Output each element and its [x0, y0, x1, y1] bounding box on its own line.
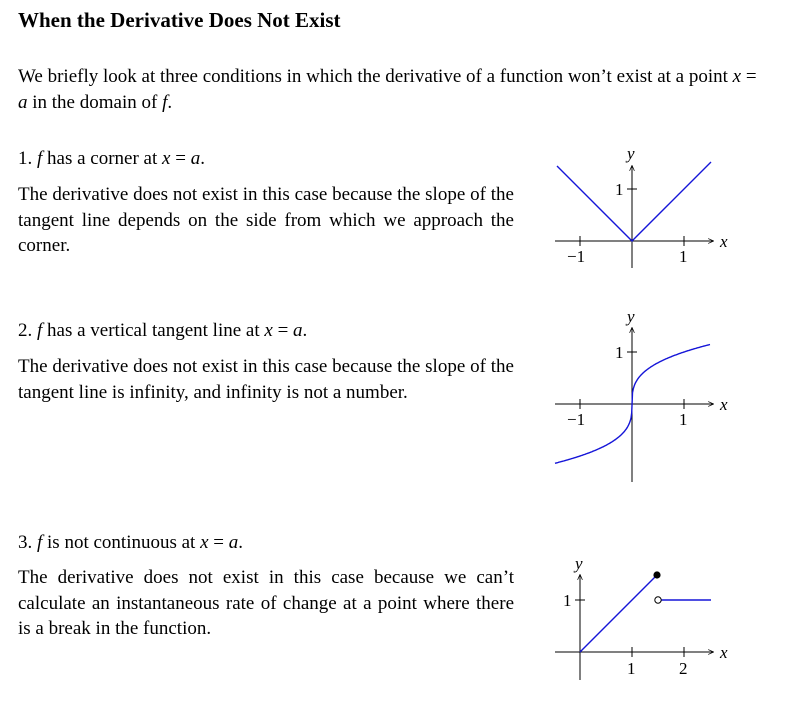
intro-text-3: .: [167, 92, 173, 113]
item-1-equals: =: [170, 148, 191, 169]
item-1-var-x: x: [162, 148, 171, 169]
graph-2-ytick-label-1: 1: [615, 343, 624, 362]
graph-1-y-label: y: [627, 144, 635, 163]
graph-2-x-label: x: [720, 395, 728, 414]
item-1-heading: [18, 148, 205, 170]
intro-var-x: x: [732, 66, 742, 87]
item-3-number: 3.: [18, 532, 33, 553]
item-3-var-f: f: [37, 532, 43, 553]
item-1-var-a: a: [190, 148, 201, 169]
graph-3-tick-label-2: 2: [679, 659, 688, 678]
item-2-end: .: [302, 320, 308, 341]
graph-1-curve: [557, 162, 711, 241]
graph-2-tick-label-pos1: 1: [679, 410, 688, 429]
graph-3-closed-dot: [653, 571, 660, 578]
item-3-description: The derivative does not exist in this case because we can’t calculate an instantaneous rate of change at a point where there is a break in the function.: [18, 567, 514, 639]
item-1-number: 1.: [18, 148, 33, 169]
item-3-end: .: [238, 532, 243, 553]
item-1-description: The derivative does not exist in this case because the slope of the tangent line depends on the side from which we approach the corner.: [18, 184, 514, 256]
graph-3-y-label: y: [575, 554, 583, 573]
graph-3-open-dot: [655, 597, 661, 603]
graph-1-ytick-label-1: 1: [615, 180, 624, 199]
intro-equals: =: [741, 66, 757, 87]
intro-paragraph: [18, 64, 768, 116]
item-2-text: has a vertical tangent line at: [42, 320, 265, 341]
graph-3-curve-left-segment: [580, 575, 657, 652]
page-title: When the Derivative Does Not Exist: [18, 8, 341, 32]
item-3-text: is not continuous at: [42, 532, 201, 553]
item-3-heading: [18, 532, 243, 554]
graph-3-ytick-label-1: 1: [563, 591, 572, 610]
item-3-var-x: x: [200, 532, 209, 553]
graph-1-tick-label-pos1: 1: [679, 247, 688, 266]
item-2-var-x: x: [264, 320, 273, 341]
graph-vertical-tangent: [540, 302, 740, 487]
item-2-var-a: a: [293, 320, 303, 341]
item-2-var-f: f: [37, 320, 43, 341]
graph-discontinuous: [540, 552, 740, 687]
item-2-equals: =: [272, 320, 294, 341]
item-1-var-f: f: [37, 148, 43, 169]
graph-1-x-label: x: [720, 232, 728, 251]
graph-3-tick-label-1: 1: [627, 659, 636, 678]
item-2-heading: [18, 320, 307, 342]
graph-2-y-label: y: [627, 307, 635, 326]
graph-2-tick-label-neg1: −1: [567, 410, 586, 429]
intro-text-2: in the domain of: [27, 92, 163, 113]
graph-corner: [540, 140, 740, 270]
item-2-number: 2.: [18, 320, 33, 341]
item-3-var-a: a: [228, 532, 239, 553]
graph-1-tick-label-neg1: −1: [567, 247, 586, 266]
intro-var-f: f: [162, 92, 168, 113]
intro-var-a: a: [18, 92, 28, 113]
item-3-equals: =: [208, 532, 229, 553]
intro-text-1: We briefly look at three conditions in which the derivative of a function won’t exist at a point: [18, 66, 733, 87]
item-1-end: .: [200, 148, 205, 169]
item-1-text: has a corner at: [42, 148, 163, 169]
graph-3-x-label: x: [720, 643, 728, 662]
item-2-description: The derivative does not exist in this case because the slope of the tangent line is infinity, and infinity is not a number.: [18, 356, 514, 403]
